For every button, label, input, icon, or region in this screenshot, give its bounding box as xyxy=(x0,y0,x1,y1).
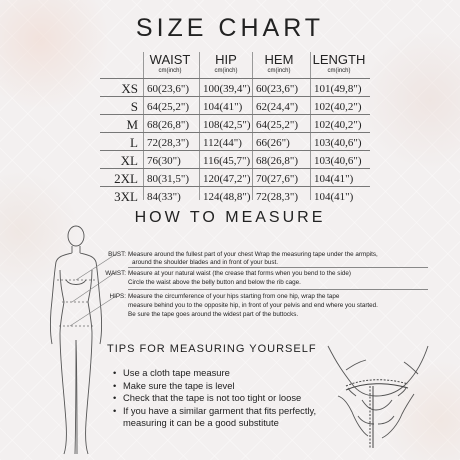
hem-value: 68(26,8") xyxy=(256,155,299,167)
size-chart-title: SIZE CHART xyxy=(135,14,325,42)
measure-label: HIPS: xyxy=(109,293,126,300)
waist-value: 64(25,2") xyxy=(147,101,190,113)
tip-item xyxy=(113,392,316,405)
length-value: 103(40,6") xyxy=(314,155,362,167)
waist-value: 80(31,5") xyxy=(147,173,190,185)
size-label: S xyxy=(130,99,138,114)
column-divider xyxy=(143,52,144,200)
tape-measure-illustration xyxy=(318,336,436,454)
hip-value: 108(42,5") xyxy=(203,119,251,131)
hip-value: 124(48,8") xyxy=(203,191,251,203)
waist-value: 68(26,8") xyxy=(147,119,190,131)
measure-separator xyxy=(128,267,428,268)
col-header-hip xyxy=(199,53,253,75)
hip-value: 120(47,2") xyxy=(203,173,251,185)
waist-value: 84(33") xyxy=(147,191,181,203)
col-header-waist xyxy=(143,53,197,75)
col-header-hem xyxy=(252,53,306,75)
how-to-measure-title: HOW TO MEASURE xyxy=(134,209,326,226)
tip-text: Make sure the tape is level xyxy=(123,379,235,391)
tip-text: Use a cloth tape measure xyxy=(123,367,230,378)
col-unit: cm(inch) xyxy=(158,68,182,74)
measure-text: measure behind you to the opposite hip, in front of your pelvis and end where you started. xyxy=(128,302,378,309)
col-unit: cm(inch) xyxy=(327,68,351,74)
tip-text: If you have a similar garment that fits perfectly, xyxy=(123,404,317,416)
size-label: 2XL xyxy=(114,171,138,186)
hip-value: 116(45,7") xyxy=(203,155,251,167)
col-name: LENGTH xyxy=(312,52,366,67)
tip-item xyxy=(113,417,316,430)
row-divider xyxy=(100,114,370,115)
measure-text: Measure at your natural waist (the crease that forms when you bend to the side) xyxy=(128,270,351,277)
waist-value: 76(30") xyxy=(147,155,181,167)
bullet: • xyxy=(113,367,117,378)
row-divider xyxy=(100,186,370,187)
size-label: XL xyxy=(120,153,138,168)
col-header-length xyxy=(312,53,366,75)
hem-value: 62(24,4") xyxy=(256,101,299,113)
col-name: WAIST xyxy=(149,52,191,67)
hem-value: 70(27,6") xyxy=(256,173,299,185)
size-label: XS xyxy=(121,81,138,96)
tips-title: TIPS FOR MEASURING YOURSELF xyxy=(107,343,317,355)
length-value: 102(40,2") xyxy=(314,119,362,131)
measure-label: WAIST: xyxy=(105,270,126,277)
hem-value: 64(25,2") xyxy=(256,119,299,131)
row-divider xyxy=(100,150,370,151)
tip-text: measuring it can be a good substitute xyxy=(123,417,279,428)
measure-label: BUST: xyxy=(108,251,126,258)
measure-text: Measure the circumference of your hips starting from one hip, wrap the tape xyxy=(128,293,340,300)
length-value: 104(41") xyxy=(314,173,354,185)
row-divider xyxy=(100,96,370,97)
hem-value: 66(26") xyxy=(256,137,290,149)
size-label: M xyxy=(126,117,138,132)
size-table xyxy=(100,50,370,204)
bullet: • xyxy=(113,379,117,391)
measure-separator xyxy=(128,289,428,290)
hem-value: 60(23,6") xyxy=(256,83,299,95)
col-unit: cm(inch) xyxy=(214,68,238,74)
col-name: HEM xyxy=(264,52,294,67)
length-value: 102(40,2") xyxy=(314,101,362,113)
row-divider xyxy=(100,168,370,169)
waist-value: 60(23,6") xyxy=(147,83,190,95)
hip-value: 104(41") xyxy=(203,101,243,113)
col-unit: cm(inch) xyxy=(267,68,291,74)
measure-text: around the shoulder blades and in front of your bust. xyxy=(132,259,278,266)
row-divider xyxy=(100,132,370,133)
pointer-lines xyxy=(56,250,130,330)
col-name: HIP xyxy=(215,52,237,67)
length-value: 103(40,6") xyxy=(314,137,362,149)
hip-value: 112(44") xyxy=(203,137,242,149)
measure-text: Measure around the fullest part of your chest Wrap the measuring tape under the armpits, xyxy=(128,251,378,258)
tip-text: Check that the tape is not too tight or loose xyxy=(123,392,302,403)
row-divider xyxy=(100,78,370,79)
column-divider xyxy=(310,52,311,200)
measure-text: Be sure the tape goes around the widest part of the buttocks. xyxy=(128,311,299,318)
bullet: • xyxy=(113,404,117,416)
hip-value: 100(39,4") xyxy=(203,83,251,95)
size-label: 3XL xyxy=(114,189,138,204)
tips-list xyxy=(113,367,316,430)
tip-item xyxy=(113,367,316,380)
measure-text: Circle the waist above the belly button and below the rib cage. xyxy=(128,279,301,286)
tip-item xyxy=(113,405,316,418)
hem-value: 72(28,3") xyxy=(256,191,299,203)
bullet: • xyxy=(113,392,117,403)
length-value: 104(41") xyxy=(314,191,354,203)
waist-value: 72(28,3") xyxy=(147,137,190,149)
length-value: 101(49,8") xyxy=(314,83,362,95)
tip-item xyxy=(113,380,316,393)
size-label: L xyxy=(130,135,138,150)
